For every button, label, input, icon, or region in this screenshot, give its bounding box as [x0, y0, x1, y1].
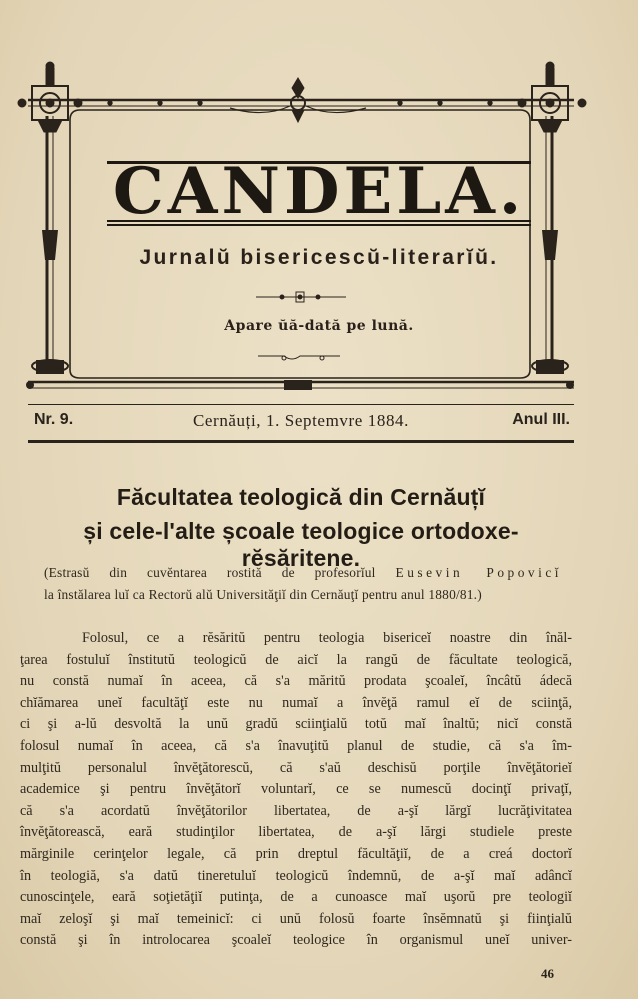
corner-ornament-top-right	[518, 62, 586, 132]
issue-info	[30, 408, 572, 434]
body-line: ci şi a-lŭ desvoltă la unŭ gradŭ sciinţialŭ totŭ maĭ înaltŭ; nicĭ constă	[20, 716, 572, 733]
body-line: nu constă numaĭ în aceea, că s'a măritŭ prodata şcoaleĭ, încâtŭ ádecă	[20, 673, 572, 690]
article-title-line1: Făcultatea teologică din Cernăuțĭ	[116, 484, 486, 510]
corner-ornament-bottom-left	[26, 360, 68, 389]
article-note	[44, 562, 562, 606]
body-line: ţarea fostuluĭ înstitutŭ teologicŭ de aicĭ la rangŭ de făcultate teologică,	[20, 651, 572, 668]
body-line: învĕţătorească, eară studinţilor libertatea, de a-şĭ lărgi studiele preste	[20, 824, 572, 841]
body-line: cunoscinţele, eară soţietăţiĭ putinţa, de a cunoasce maĭ uşorŭ pre teologiĭ	[20, 889, 572, 906]
corner-ornament-bottom-right	[532, 360, 574, 389]
body-line: academice şi pentru învĕţătorĭ voluntarĭ, ce se numescŭ docinţĭ privaţĭ,	[20, 781, 572, 798]
journal-title	[0, 154, 638, 229]
note-line1: (Estrasŭ din cuvĕntarea rostită de profesorĭul	[44, 565, 376, 580]
note-line2: la înstălarea luĭ ca Rectorŭ alŭ Universităţiĭ din Cernăuţĭ pentru anul 1880/81.)	[44, 587, 482, 602]
page-number: 46	[541, 966, 554, 981]
journal-subtitle: Jurnalŭ bisericescŭ-literarĭŭ.	[139, 246, 499, 269]
separator-ornament-upper	[256, 292, 346, 302]
body-line: maĭ zeloşĭ şi maĭ temeinicĭ: ci unŭ folosŭ foarte însĕmnatŭ şi fiinţialŭ	[20, 910, 572, 927]
corner-ornament-top-left	[18, 62, 82, 132]
separator-ornament-lower	[258, 356, 340, 360]
article-title-line2: și cele-l'alte școale teologice ortodoxe-rĕsăritene.	[83, 518, 519, 571]
body-line: constă şi în introlocarea şcoaleĭ teologice în organismul uneĭ univer-	[20, 932, 572, 949]
author-name: Eusevin Popovicĭ	[395, 565, 562, 580]
bottom-center-ornament	[284, 380, 312, 390]
body-line: chĭămarea uneĭ facultăţĭ este nu numaĭ a învĕţă ramul eĭ de sciinţă,	[20, 694, 572, 711]
body-line: Folosul, ce a rĕsăritŭ pentru teologia bisericeĭ noastre din înăl-	[82, 630, 572, 646]
article-body	[20, 628, 572, 952]
issue-number: Nr. 9.	[34, 411, 74, 428]
body-line: că s'a acordatŭ învĕţătorilor libertatea, de a-şĭ lărgĭ lucrăţivitatea	[20, 802, 572, 819]
body-line: mărginile cerinţelor legale, că prin dreptul făcultăţiĭ, de a creá doctorĭ	[20, 845, 572, 862]
issue-rule-top	[28, 404, 574, 405]
body-line: în teologiă, s'a datŭ tineretuluĭ teologicŭ îndemnŭ, de a-şĭ maĭ adâncĭ	[20, 867, 572, 884]
body-line: mulţitŭ personalul învĕţătorescŭ, că s'aŭ deschisŭ porţile învĕţătorieĭ	[20, 759, 572, 776]
body-line: folosul numaĭ în aceea, că s'a înavuţitŭ planul de studie, că s'a îm-	[20, 737, 572, 754]
journal-title-text: CANDELA.	[107, 161, 531, 226]
publication-frequency: Apare ŭă-dată pe lună.	[224, 318, 414, 334]
issue-date: Cernăuți, 1. Septemvre 1884.	[192, 411, 410, 430]
issue-year: Anul III.	[512, 411, 570, 428]
issue-rule-bottom	[28, 440, 574, 443]
